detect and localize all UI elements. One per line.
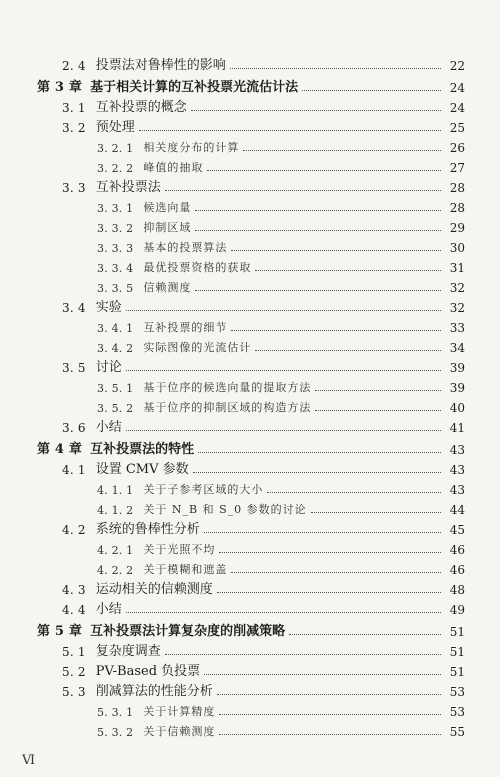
toc-page-number: 46 bbox=[449, 563, 465, 577]
toc-entry-title: 设置 CMV 参数 bbox=[95, 462, 189, 477]
toc-dot-leader bbox=[255, 269, 441, 271]
toc-dot-leader bbox=[204, 673, 441, 675]
toc-entry-title: 关于 N_B 和 S_0 参数的讨论 bbox=[143, 503, 307, 516]
toc-entry-number: 4. 2. 2 bbox=[97, 564, 134, 577]
toc-section-entry[interactable] bbox=[0, 457, 500, 477]
toc-page-number: 40 bbox=[449, 401, 465, 415]
toc-page-number: 51 bbox=[449, 645, 465, 659]
toc-section-entry[interactable] bbox=[0, 175, 500, 195]
toc-entry-number: 第 4 章 bbox=[37, 442, 83, 457]
toc-entry-number: 3. 4 bbox=[62, 301, 86, 315]
toc-page-number: 33 bbox=[449, 321, 465, 335]
toc-entry-number: 3. 3. 1 bbox=[97, 202, 134, 215]
toc-subsection-entry[interactable] bbox=[0, 497, 500, 517]
toc-entry-title: 互补投票的细节 bbox=[143, 321, 228, 334]
toc-section-entry[interactable] bbox=[0, 355, 500, 375]
toc-page-number: 55 bbox=[449, 725, 465, 739]
toc-entry-number: 4. 3 bbox=[62, 583, 86, 597]
toc-entry-title: 基于位序的抑制区域的构造方法 bbox=[143, 401, 312, 414]
toc-dot-leader bbox=[126, 429, 441, 431]
toc-entry-number: 4. 4 bbox=[62, 603, 86, 617]
toc-entry-title: 关于计算精度 bbox=[143, 705, 216, 718]
toc-entry-number: 5. 2 bbox=[62, 665, 86, 679]
toc-dot-leader bbox=[231, 249, 441, 251]
toc-entry-number: 3. 3. 2 bbox=[97, 222, 134, 235]
toc-entry-number: 5. 3 bbox=[62, 685, 86, 699]
toc-dot-leader bbox=[126, 611, 441, 613]
toc-entry-title: 基本的投票算法 bbox=[143, 241, 228, 254]
toc-entry-title: 互补投票法计算复杂度的削减策略 bbox=[90, 624, 286, 639]
toc-section-entry[interactable] bbox=[0, 95, 500, 115]
toc-entry-title: 关于子参考区域的大小 bbox=[143, 483, 264, 496]
toc-dot-leader bbox=[165, 189, 441, 191]
toc-dot-leader bbox=[191, 109, 441, 111]
toc-page-number: 28 bbox=[449, 181, 465, 195]
toc-entry-title: 投票法对鲁棒性的影响 bbox=[95, 58, 226, 73]
toc-section-entry[interactable] bbox=[0, 115, 500, 135]
toc-entry-title: 互补投票法 bbox=[95, 180, 161, 195]
toc-entry-title: 实际图像的光流估计 bbox=[143, 341, 252, 354]
toc-entry-title: 讨论 bbox=[95, 360, 122, 375]
toc-page-number: 48 bbox=[449, 583, 465, 597]
toc-entry-number: 3. 2. 2 bbox=[97, 162, 134, 175]
toc-page-number: 53 bbox=[449, 705, 465, 719]
toc-section-entry[interactable] bbox=[0, 53, 500, 73]
toc-entry-number: 3. 2. 1 bbox=[97, 142, 134, 155]
toc-page-number: 22 bbox=[449, 59, 465, 73]
toc-page-number: 31 bbox=[449, 261, 465, 275]
toc-entry-number: 3. 5 bbox=[62, 361, 86, 375]
toc-entry-title: 基于相关计算的互补投票光流估计法 bbox=[90, 80, 299, 95]
toc-section-entry[interactable] bbox=[0, 659, 500, 679]
toc-dot-leader bbox=[255, 349, 441, 351]
toc-page-number: 39 bbox=[449, 381, 465, 395]
toc-section-entry[interactable] bbox=[0, 639, 500, 659]
toc-section-entry[interactable] bbox=[0, 517, 500, 537]
toc-subsection-entry[interactable] bbox=[0, 215, 500, 235]
toc-subsection-entry[interactable] bbox=[0, 155, 500, 175]
toc-page-number: 41 bbox=[449, 421, 465, 435]
toc-entry-title: PV-Based 负投票 bbox=[95, 664, 201, 679]
toc-chapter-entry[interactable] bbox=[0, 73, 500, 95]
toc-page-number: 39 bbox=[449, 361, 465, 375]
toc-entry-number: 4. 2 bbox=[62, 523, 86, 537]
toc-chapter-entry[interactable] bbox=[0, 435, 500, 457]
toc-dot-leader bbox=[243, 149, 441, 151]
toc-entry-number: 3. 1 bbox=[62, 101, 86, 115]
toc-dot-leader bbox=[165, 653, 441, 655]
toc-entry-title: 互补投票法的特性 bbox=[90, 442, 195, 457]
toc-dot-leader bbox=[219, 551, 441, 553]
toc-entry-title: 预处理 bbox=[95, 120, 135, 135]
toc-subsection-entry[interactable] bbox=[0, 135, 500, 155]
toc-entry-number: 4. 1. 1 bbox=[97, 484, 134, 497]
toc-subsection-entry[interactable] bbox=[0, 699, 500, 719]
toc-page-number: 27 bbox=[449, 161, 465, 175]
toc-dot-leader bbox=[230, 67, 441, 69]
toc-dot-leader bbox=[126, 369, 441, 371]
toc-dot-leader bbox=[207, 169, 441, 171]
table-of-contents bbox=[0, 53, 500, 739]
toc-subsection-entry[interactable] bbox=[0, 255, 500, 275]
toc-section-entry[interactable] bbox=[0, 295, 500, 315]
toc-subsection-entry[interactable] bbox=[0, 275, 500, 295]
toc-page-number: 53 bbox=[449, 685, 465, 699]
toc-entry-title: 互补投票的概念 bbox=[95, 100, 187, 115]
toc-section-entry[interactable] bbox=[0, 679, 500, 699]
toc-entry-title: 关于模糊和遮盖 bbox=[143, 563, 228, 576]
toc-dot-leader bbox=[204, 531, 441, 533]
toc-page-number: 32 bbox=[449, 281, 465, 295]
toc-page-number: 24 bbox=[449, 81, 465, 95]
toc-page-number: 43 bbox=[449, 463, 465, 477]
toc-page-number: 32 bbox=[449, 301, 465, 315]
toc-entry-title: 基于位序的候选向量的提取方法 bbox=[143, 381, 312, 394]
toc-section-entry[interactable] bbox=[0, 415, 500, 435]
toc-chapter-entry[interactable] bbox=[0, 617, 500, 639]
toc-entry-title: 关于光照不均 bbox=[143, 543, 216, 556]
toc-subsection-entry[interactable] bbox=[0, 719, 500, 739]
toc-entry-title: 运动相关的信赖测度 bbox=[95, 582, 213, 597]
toc-section-entry[interactable] bbox=[0, 597, 500, 617]
toc-subsection-entry[interactable] bbox=[0, 315, 500, 335]
toc-subsection-entry[interactable] bbox=[0, 335, 500, 355]
toc-entry-title: 关于信赖测度 bbox=[143, 725, 216, 738]
toc-page-number: 43 bbox=[449, 483, 465, 497]
toc-entry-title: 信赖测度 bbox=[143, 281, 192, 294]
toc-subsection-entry[interactable] bbox=[0, 395, 500, 415]
toc-subsection-entry[interactable] bbox=[0, 195, 500, 215]
toc-dot-leader bbox=[311, 511, 441, 513]
toc-dot-leader bbox=[219, 733, 441, 735]
toc-page-number: 29 bbox=[449, 221, 465, 235]
toc-entry-number: 2. 4 bbox=[62, 59, 86, 73]
toc-entry-number: 3. 2 bbox=[62, 121, 86, 135]
toc-subsection-entry[interactable] bbox=[0, 477, 500, 497]
toc-dot-leader bbox=[217, 591, 441, 593]
toc-dot-leader bbox=[195, 229, 441, 231]
toc-dot-leader bbox=[289, 633, 441, 635]
toc-entry-title: 最优投票资格的获取 bbox=[143, 261, 252, 274]
toc-dot-leader bbox=[315, 389, 441, 391]
toc-subsection-entry[interactable] bbox=[0, 235, 500, 255]
toc-dot-leader bbox=[195, 209, 441, 211]
toc-subsection-entry[interactable] bbox=[0, 375, 500, 395]
toc-entry-title: 小结 bbox=[95, 420, 122, 435]
toc-dot-leader bbox=[302, 89, 441, 91]
toc-entry-number: 3. 4. 1 bbox=[97, 322, 134, 335]
toc-page-number: 43 bbox=[449, 443, 465, 457]
toc-subsection-entry[interactable] bbox=[0, 537, 500, 557]
toc-entry-number: 4. 2. 1 bbox=[97, 544, 134, 557]
toc-dot-leader bbox=[219, 713, 441, 715]
toc-entry-title: 抑制区域 bbox=[143, 221, 192, 234]
toc-entry-number: 5. 1 bbox=[62, 645, 86, 659]
toc-dot-leader bbox=[231, 571, 441, 573]
toc-dot-leader bbox=[195, 289, 441, 291]
toc-entry-title: 峰值的抽取 bbox=[143, 161, 204, 174]
toc-page-number: 49 bbox=[449, 603, 465, 617]
toc-dot-leader bbox=[198, 451, 441, 453]
page-number-roman: Ⅵ bbox=[22, 753, 36, 768]
toc-dot-leader bbox=[267, 491, 441, 493]
toc-entry-number: 第 3 章 bbox=[37, 80, 83, 95]
toc-dot-leader bbox=[139, 129, 441, 131]
toc-page-number: 46 bbox=[449, 543, 465, 557]
toc-entry-title: 实验 bbox=[95, 300, 122, 315]
toc-entry-number: 第 5 章 bbox=[37, 624, 83, 639]
toc-entry-number: 3. 6 bbox=[62, 421, 86, 435]
toc-page-number: 51 bbox=[449, 665, 465, 679]
toc-dot-leader bbox=[231, 329, 441, 331]
toc-page-number: 26 bbox=[449, 141, 465, 155]
toc-dot-leader bbox=[126, 309, 441, 311]
toc-entry-number: 5. 3. 2 bbox=[97, 726, 134, 739]
toc-entry-title: 复杂度调查 bbox=[95, 644, 161, 659]
toc-subsection-entry[interactable] bbox=[0, 557, 500, 577]
toc-entry-number: 3. 3. 4 bbox=[97, 262, 134, 275]
toc-page-number: 51 bbox=[449, 625, 465, 639]
toc-entry-number: 3. 3. 3 bbox=[97, 242, 134, 255]
toc-page-number: 30 bbox=[449, 241, 465, 255]
toc-entry-title: 候选向量 bbox=[143, 201, 192, 214]
toc-dot-leader bbox=[217, 693, 441, 695]
toc-page-number: 34 bbox=[449, 341, 465, 355]
toc-page-number: 25 bbox=[449, 121, 465, 135]
toc-entry-number: 4. 1 bbox=[62, 463, 86, 477]
toc-page-number: 45 bbox=[449, 523, 465, 537]
toc-entry-number: 3. 5. 1 bbox=[97, 382, 134, 395]
toc-entry-number: 3. 4. 2 bbox=[97, 342, 134, 355]
toc-entry-title: 系统的鲁棒性分析 bbox=[95, 522, 200, 537]
toc-dot-leader bbox=[193, 471, 441, 473]
toc-entry-number: 4. 1. 2 bbox=[97, 504, 134, 517]
toc-dot-leader bbox=[315, 409, 441, 411]
toc-entry-title: 相关度分布的计算 bbox=[143, 141, 240, 154]
toc-section-entry[interactable] bbox=[0, 577, 500, 597]
toc-entry-number: 3. 3. 5 bbox=[97, 282, 134, 295]
toc-page-number: 28 bbox=[449, 201, 465, 215]
toc-entry-number: 3. 3 bbox=[62, 181, 86, 195]
toc-page-number: 44 bbox=[449, 503, 465, 517]
toc-entry-title: 小结 bbox=[95, 602, 122, 617]
toc-page-number: 24 bbox=[449, 101, 465, 115]
toc-entry-number: 3. 5. 2 bbox=[97, 402, 134, 415]
toc-entry-number: 5. 3. 1 bbox=[97, 706, 134, 719]
toc-entry-title: 削减算法的性能分析 bbox=[95, 684, 213, 699]
